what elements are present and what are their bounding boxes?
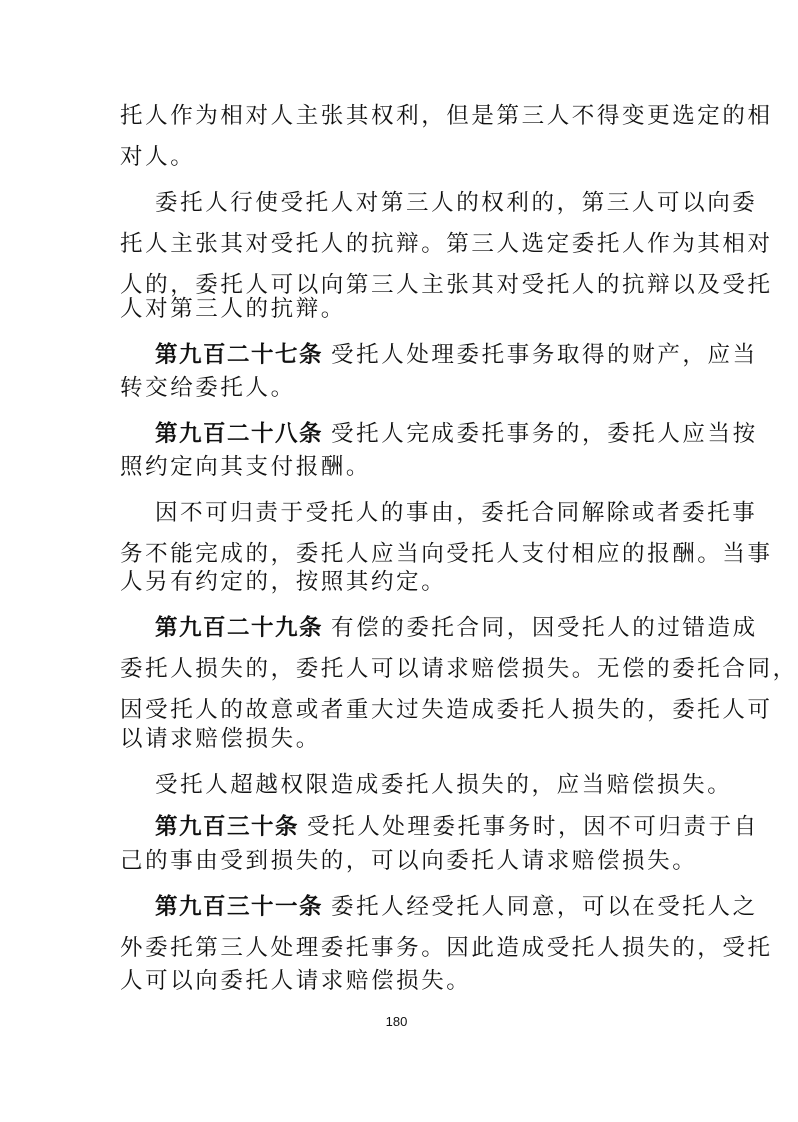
line-text: 受托人超越权限造成委托人损失的，应当赔偿损失。	[155, 772, 733, 798]
line-text: 以请求赔偿损失。	[120, 726, 321, 752]
line-text: 受托人完成委托事务的，委托人应当按	[331, 421, 758, 447]
article-heading: 第九百二十八条	[155, 421, 324, 447]
line-text: 委托人行使受托人对第三人的权利的，第三人可以向委	[155, 190, 758, 216]
article-heading: 第九百三十条	[155, 814, 300, 840]
page-number: 180	[385, 1014, 408, 1029]
line-text: 人另有约定的，按照其约定。	[120, 569, 447, 595]
article-heading: 第九百三十一条	[155, 894, 324, 920]
line-text: 己的事由受到损失的，可以向委托人请求赔偿损失。	[120, 848, 698, 874]
article-929	[155, 608, 758, 648]
text-line	[155, 183, 758, 223]
text-line	[120, 137, 680, 177]
text-line	[120, 649, 798, 689]
line-text: 托人作为相对人主张其权利，但是第三人不得变更选定的相	[120, 103, 773, 129]
text-line	[155, 493, 758, 533]
line-text: 受托人处理委托事务取得的财产，应当	[331, 342, 758, 368]
text-line	[120, 961, 680, 1001]
line-text: 委托人损失的，委托人可以请求赔偿损失。无偿的委托合同，	[120, 656, 798, 682]
line-text: 对人。	[120, 144, 196, 170]
line-text: 人对第三人的抗辩。	[120, 296, 346, 322]
line-text: 委托人经受托人同意，可以在受托人之	[331, 894, 758, 920]
line-text: 外委托第三人处理委托事务。因此造成受托人损失的，受托	[120, 935, 773, 961]
line-text: 因不可归责于受托人的事由，委托合同解除或者委托事	[155, 500, 758, 526]
article-heading: 第九百二十九条	[155, 615, 324, 641]
text-line	[120, 96, 773, 136]
line-text: 人的，委托人可以向第三人主张其对受托人的抗辩以及受托	[120, 272, 773, 298]
text-line	[120, 841, 698, 881]
article-931	[155, 887, 758, 927]
text-line	[155, 765, 733, 805]
text-line	[120, 562, 680, 602]
line-text: 托人主张其对受托人的抗辩。第三人选定委托人作为其相对	[120, 231, 773, 257]
line-text: 因受托人的故意或者重大过失造成委托人损失的，委托人可	[120, 697, 773, 723]
text-line	[120, 224, 773, 264]
line-text: 人可以向委托人请求赔偿损失。	[120, 968, 472, 994]
article-heading: 第九百二十七条	[155, 342, 324, 368]
line-text: 照约定向其支付报酬。	[120, 454, 372, 480]
line-text: 有偿的委托合同，因受托人的过错造成	[331, 615, 758, 641]
text-line	[120, 719, 680, 759]
text-line	[120, 447, 680, 487]
line-text: 务不能完成的，委托人应当向受托人支付相应的报酬。当事	[120, 541, 773, 567]
text-line	[120, 368, 680, 408]
line-text: 转交给委托人。	[120, 375, 296, 401]
line-text: 受托人处理委托事务时，因不可归责于自	[307, 814, 759, 840]
text-line	[120, 289, 680, 329]
